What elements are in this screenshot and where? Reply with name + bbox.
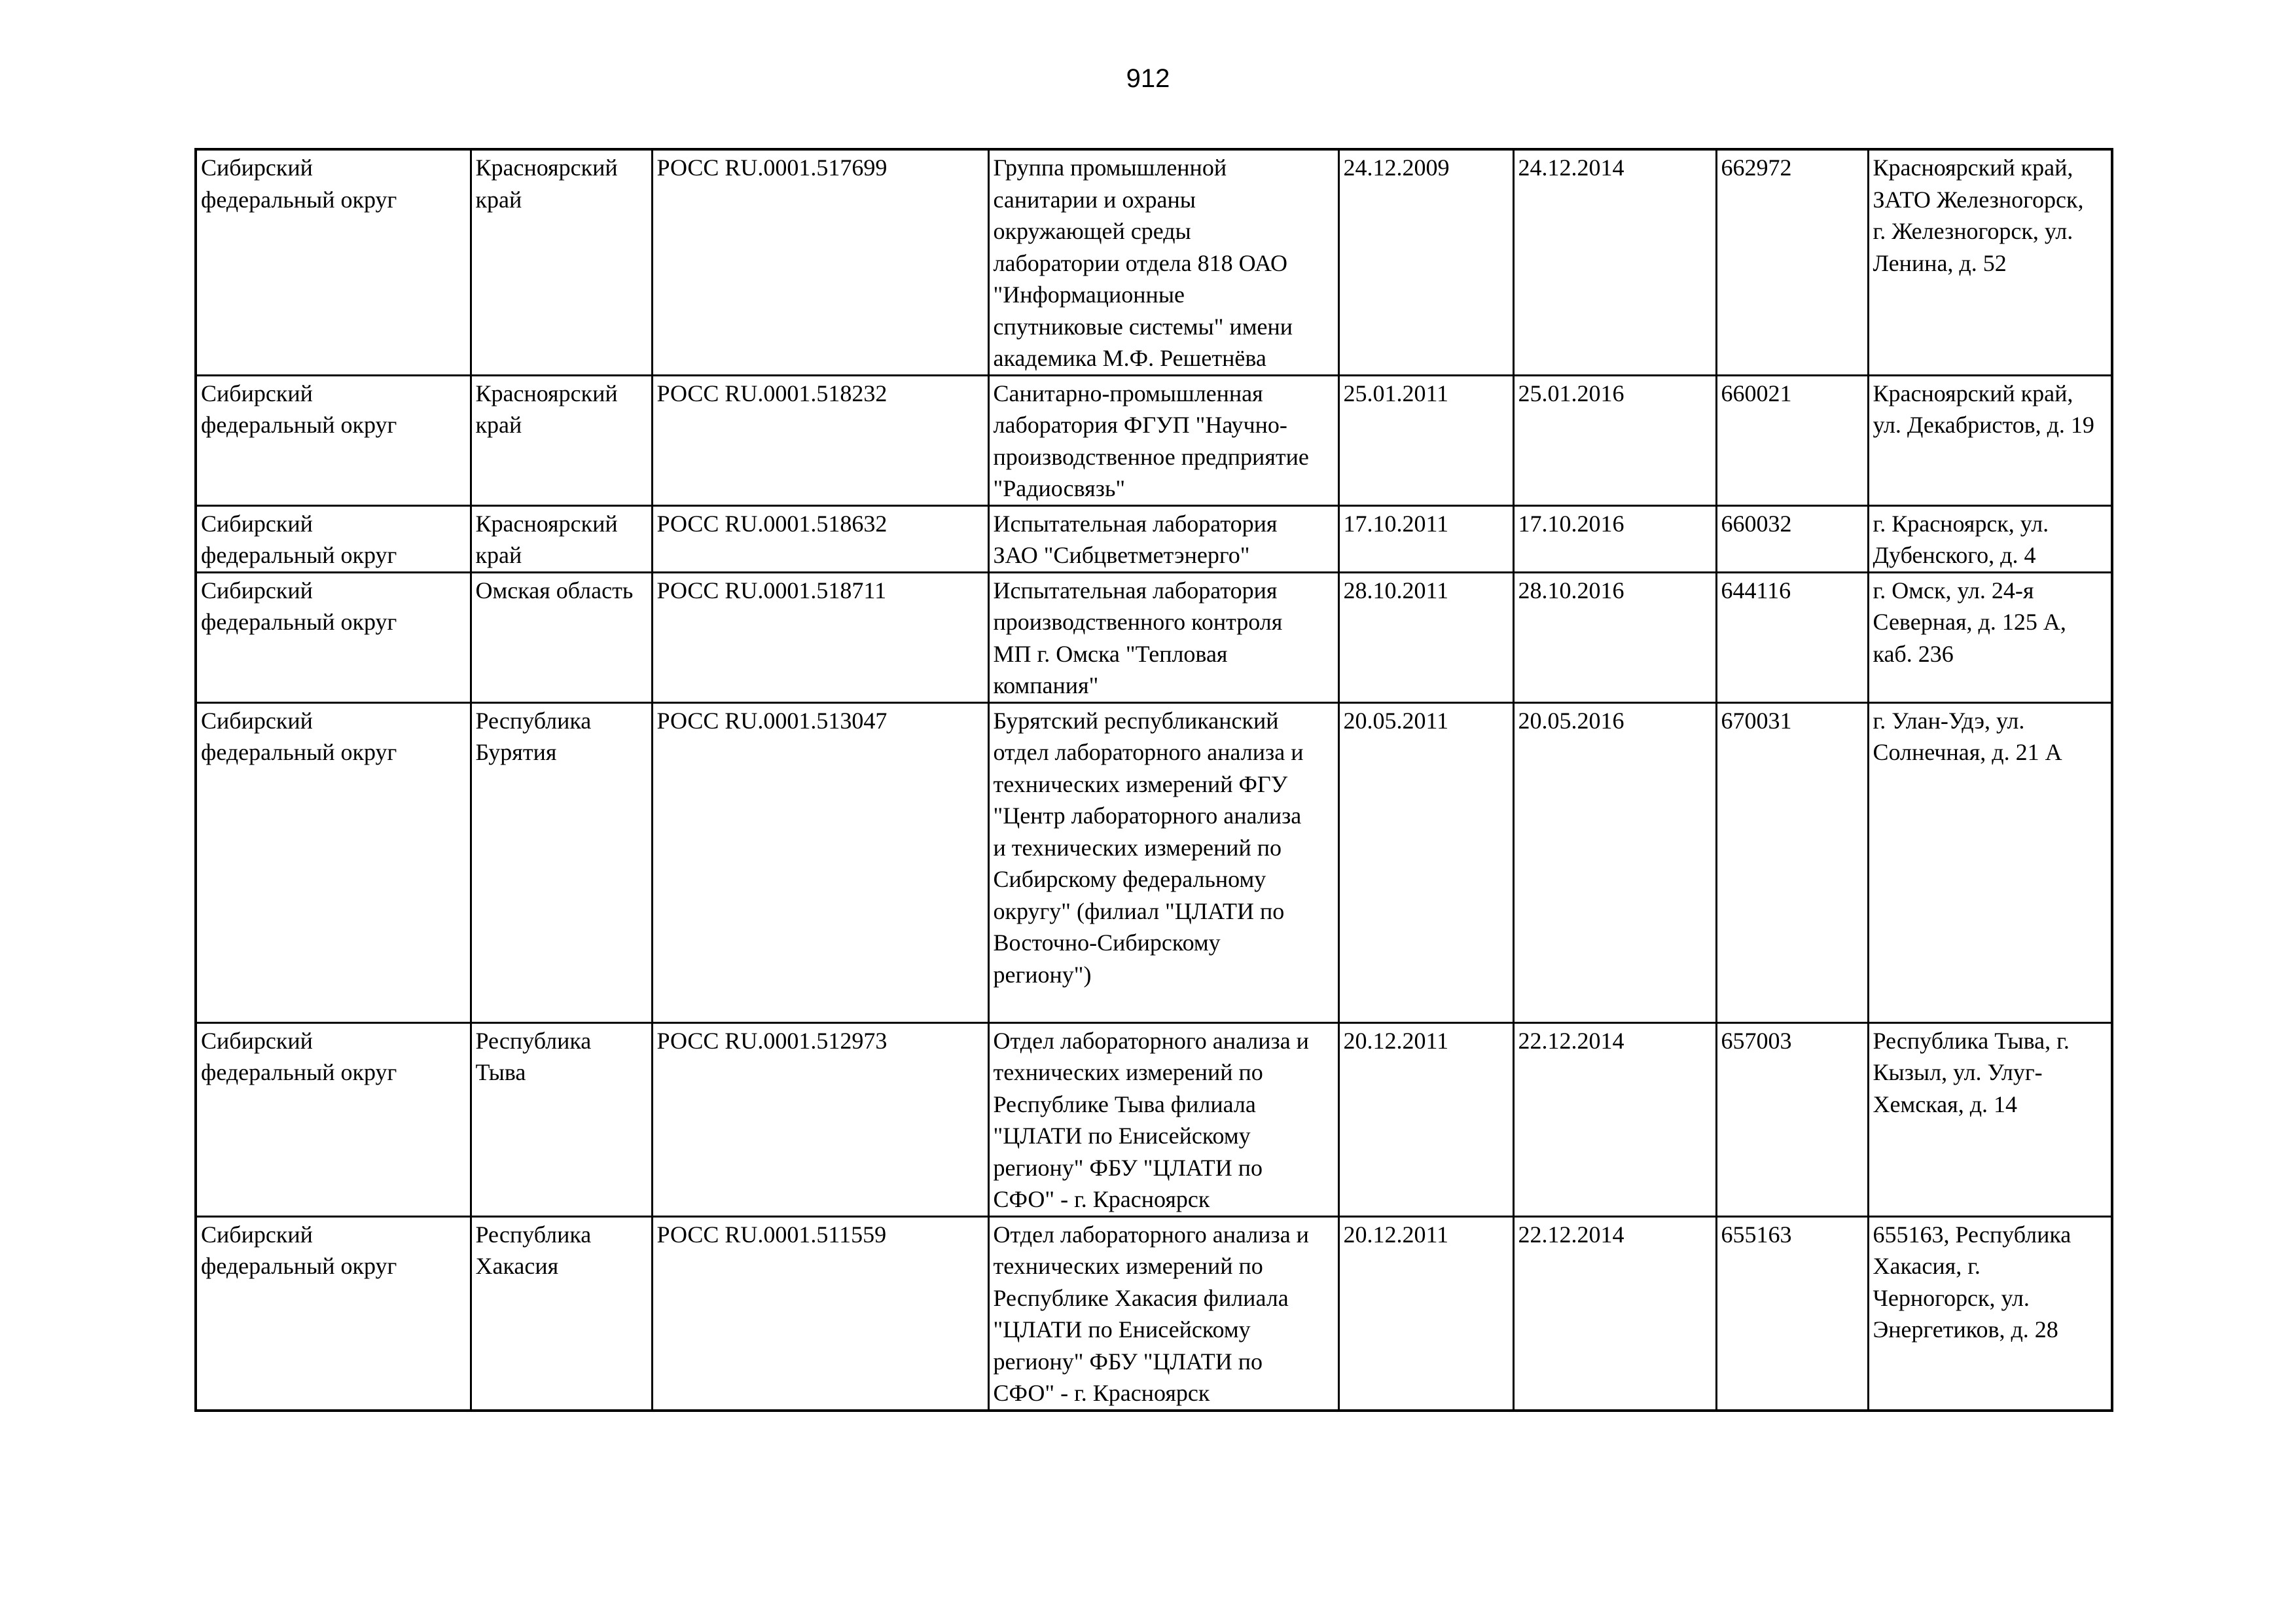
cell-laboratory-name <box>988 505 1338 572</box>
cell-text-line: Красноярский край, <box>1873 154 2073 181</box>
cell-text-line: лаборатория ФГУП "Научно- <box>993 412 1287 438</box>
cell-certificate-number: РОСС RU.0001.517699 <box>652 149 988 375</box>
table-row <box>196 375 2112 505</box>
cell-text-line: Республике Тыва филиала <box>993 1091 1256 1117</box>
cell-postcode: 662972 <box>1716 149 1868 375</box>
cell-date-issued: 17.10.2011 <box>1338 505 1513 572</box>
cell-text-line: Сибирский <box>201 380 313 406</box>
cell-laboratory-name <box>988 375 1338 505</box>
cell-region <box>471 572 652 702</box>
cell-text-line: Сибирский <box>201 1027 313 1054</box>
cell-region <box>471 1022 652 1216</box>
cell-text-line: "Информационные <box>993 281 1185 308</box>
cell-laboratory-name <box>988 572 1338 702</box>
cell-laboratory-name <box>988 1022 1338 1216</box>
cell-address <box>1868 1022 2112 1216</box>
cell-text-line: Омская область <box>475 577 634 604</box>
cell-certificate-number: РОСС RU.0001.513047 <box>652 702 988 1022</box>
cell-address <box>1868 149 2112 375</box>
cell-text-line: "ЦЛАТИ по Енисейскому <box>993 1123 1251 1149</box>
table-row <box>196 702 2112 1022</box>
cell-region <box>471 375 652 505</box>
cell-postcode: 660021 <box>1716 375 1868 505</box>
cell-date-issued: 20.12.2011 <box>1338 1216 1513 1411</box>
cell-text-line: Республика <box>475 707 592 734</box>
cell-text-line: Сибирский <box>201 154 313 181</box>
cell-text-line: Тыва <box>475 1059 526 1085</box>
cell-laboratory-name <box>988 702 1338 1022</box>
cell-text-line: СФО" - г. Красноярск <box>993 1380 1210 1406</box>
cell-text-line: окружающей среды <box>993 218 1191 244</box>
cell-text-line: г. Красноярск, ул. <box>1873 510 2049 537</box>
cell-date-issued: 20.05.2011 <box>1338 702 1513 1022</box>
cell-text-line: федеральный округ <box>201 1059 397 1085</box>
cell-address <box>1868 572 2112 702</box>
cell-text-line: федеральный округ <box>201 1253 397 1279</box>
cell-text-line: СФО" - г. Красноярск <box>993 1186 1210 1212</box>
cell-date-expires: 24.12.2014 <box>1513 149 1716 375</box>
cell-date-expires: 25.01.2016 <box>1513 375 1716 505</box>
cell-text-line: технических измерений ФГУ <box>993 770 1288 797</box>
cell-text-line: Солнечная, д. 21 А <box>1873 739 2062 765</box>
cell-text-line: г. Улан-Удэ, ул. <box>1873 707 2025 734</box>
cell-text-line: округу" (филиал "ЦЛАТИ по <box>993 897 1285 924</box>
table-row <box>196 149 2112 375</box>
cell-region <box>471 149 652 375</box>
cell-text-line: Хакасия <box>475 1253 559 1279</box>
cell-postcode: 660032 <box>1716 505 1868 572</box>
cell-text-line: Отдел лабораторного анализа и <box>993 1221 1309 1248</box>
cell-federal-district <box>196 702 471 1022</box>
cell-text-line: Хакасия, г. <box>1873 1253 1981 1279</box>
cell-text-line: региону") <box>993 961 1092 988</box>
cell-text-line: лаборатории отдела 818 ОАО <box>993 249 1288 276</box>
cell-federal-district <box>196 505 471 572</box>
cell-text-line: ЗАТО Железногорск, <box>1873 186 2084 213</box>
cell-address <box>1868 505 2112 572</box>
table-row <box>196 1216 2112 1411</box>
cell-text-line: край <box>475 412 522 438</box>
cell-text-line: федеральный округ <box>201 739 397 765</box>
laboratory-registry-table <box>194 148 2113 1412</box>
cell-region <box>471 505 652 572</box>
cell-date-expires: 28.10.2016 <box>1513 572 1716 702</box>
cell-date-issued: 20.12.2011 <box>1338 1022 1513 1216</box>
cell-federal-district <box>196 1216 471 1411</box>
table-row <box>196 572 2112 702</box>
cell-text-line: технических измерений по <box>993 1059 1263 1085</box>
cell-text-line: Сибирскому федеральному <box>993 866 1266 892</box>
cell-text-line: Ленина, д. 52 <box>1873 249 2007 276</box>
cell-date-issued: 24.12.2009 <box>1338 149 1513 375</box>
cell-date-issued: 28.10.2011 <box>1338 572 1513 702</box>
cell-text-line: региону" ФБУ "ЦЛАТИ по <box>993 1154 1263 1181</box>
cell-text-line: Республика <box>475 1027 592 1054</box>
cell-text-line: 655163, Республика <box>1873 1221 2072 1248</box>
cell-text-line: санитарии и охраны <box>993 186 1196 213</box>
cell-region <box>471 702 652 1022</box>
cell-text-line: отдел лабораторного анализа и <box>993 739 1304 765</box>
cell-text-line: Кызыл, ул. Улуг- <box>1873 1059 2043 1085</box>
cell-text-line: федеральный округ <box>201 609 397 635</box>
cell-text-line: компания" <box>993 672 1099 698</box>
cell-text-line: ЗАО "Сибцветметэнерго" <box>993 542 1250 568</box>
cell-text-line: Группа промышленной <box>993 154 1227 181</box>
table-row <box>196 505 2112 572</box>
cell-date-expires: 22.12.2014 <box>1513 1216 1716 1411</box>
cell-text-line: Восточно-Сибирскому <box>993 929 1221 956</box>
cell-certificate-number: РОСС RU.0001.511559 <box>652 1216 988 1411</box>
cell-certificate-number: РОСС RU.0001.518232 <box>652 375 988 505</box>
cell-text-line: Сибирский <box>201 577 313 604</box>
cell-text-line: Дубенского, д. 4 <box>1873 542 2036 568</box>
cell-text-line: Республика Тыва, г. <box>1873 1027 2070 1054</box>
cell-text-line: край <box>475 542 522 568</box>
cell-date-expires: 17.10.2016 <box>1513 505 1716 572</box>
cell-text-line: "ЦЛАТИ по Енисейскому <box>993 1316 1251 1343</box>
cell-text-line: г. Железногорск, ул. <box>1873 218 2073 244</box>
cell-text-line: Красноярский <box>475 380 618 406</box>
cell-laboratory-name <box>988 1216 1338 1411</box>
cell-text-line: технических измерений по <box>993 1253 1263 1279</box>
cell-text-line: спутниковые системы" имени <box>993 313 1293 340</box>
cell-text-line: производственное предприятие <box>993 443 1309 470</box>
cell-text-line: Красноярский <box>475 510 618 537</box>
cell-text-line: академика М.Ф. Решетнёва <box>993 345 1266 371</box>
cell-federal-district <box>196 149 471 375</box>
cell-postcode: 670031 <box>1716 702 1868 1022</box>
cell-address <box>1868 375 2112 505</box>
cell-federal-district <box>196 1022 471 1216</box>
cell-certificate-number: РОСС RU.0001.512973 <box>652 1022 988 1216</box>
cell-postcode: 655163 <box>1716 1216 1868 1411</box>
cell-text-line: Бурятский республиканский <box>993 707 1279 734</box>
cell-text-line: Республика <box>475 1221 592 1248</box>
cell-text-line: Бурятия <box>475 739 557 765</box>
cell-text-line: федеральный округ <box>201 412 397 438</box>
cell-text-line: и технических измерений по <box>993 834 1282 861</box>
cell-text-line: "Радиосвязь" <box>993 475 1126 501</box>
cell-federal-district <box>196 572 471 702</box>
page-number: 912 <box>1126 64 1170 93</box>
cell-text-line: каб. 236 <box>1873 640 1954 667</box>
cell-date-expires: 22.12.2014 <box>1513 1022 1716 1216</box>
cell-date-issued: 25.01.2011 <box>1338 375 1513 505</box>
cell-text-line: Санитарно-промышленная <box>993 380 1263 406</box>
cell-text-line: г. Омск, ул. 24-я <box>1873 577 2034 604</box>
cell-text-line: федеральный округ <box>201 542 397 568</box>
cell-text-line: федеральный округ <box>201 186 397 213</box>
cell-text-line: Республике Хакасия филиала <box>993 1284 1289 1311</box>
cell-text-line: ул. Декабристов, д. 19 <box>1873 412 2094 438</box>
cell-text-line: МП г. Омска "Тепловая <box>993 640 1228 667</box>
cell-laboratory-name <box>988 149 1338 375</box>
table-row <box>196 1022 2112 1216</box>
cell-date-expires: 20.05.2016 <box>1513 702 1716 1022</box>
cell-text-line: Черногорск, ул. <box>1873 1284 2030 1311</box>
cell-text-line: Сибирский <box>201 707 313 734</box>
cell-federal-district <box>196 375 471 505</box>
cell-text-line: "Центр лабораторного анализа <box>993 803 1302 829</box>
cell-address <box>1868 702 2112 1022</box>
cell-text-line: Северная, д. 125 А, <box>1873 609 2066 635</box>
cell-text-line: Сибирский <box>201 1221 313 1248</box>
cell-text-line: Отдел лабораторного анализа и <box>993 1027 1309 1054</box>
cell-text-line: региону" ФБУ "ЦЛАТИ по <box>993 1348 1263 1375</box>
cell-text-line: Красноярский <box>475 154 618 181</box>
cell-certificate-number: РОСС RU.0001.518711 <box>652 572 988 702</box>
cell-postcode: 657003 <box>1716 1022 1868 1216</box>
cell-text-line: Красноярский край, <box>1873 380 2073 406</box>
cell-region <box>471 1216 652 1411</box>
cell-text-line: Энергетиков, д. 28 <box>1873 1316 2058 1343</box>
cell-text-line: Сибирский <box>201 510 313 537</box>
cell-text-line: Хемская, д. 14 <box>1873 1091 2018 1117</box>
cell-text-line: Испытательная лаборатория <box>993 510 1278 537</box>
cell-address <box>1868 1216 2112 1411</box>
cell-text-line: край <box>475 186 522 213</box>
cell-certificate-number: РОСС RU.0001.518632 <box>652 505 988 572</box>
cell-text-line: Испытательная лаборатория <box>993 577 1278 604</box>
registry-body <box>196 149 2112 1411</box>
cell-postcode: 644116 <box>1716 572 1868 702</box>
cell-text-line: производственного контроля <box>993 609 1283 635</box>
